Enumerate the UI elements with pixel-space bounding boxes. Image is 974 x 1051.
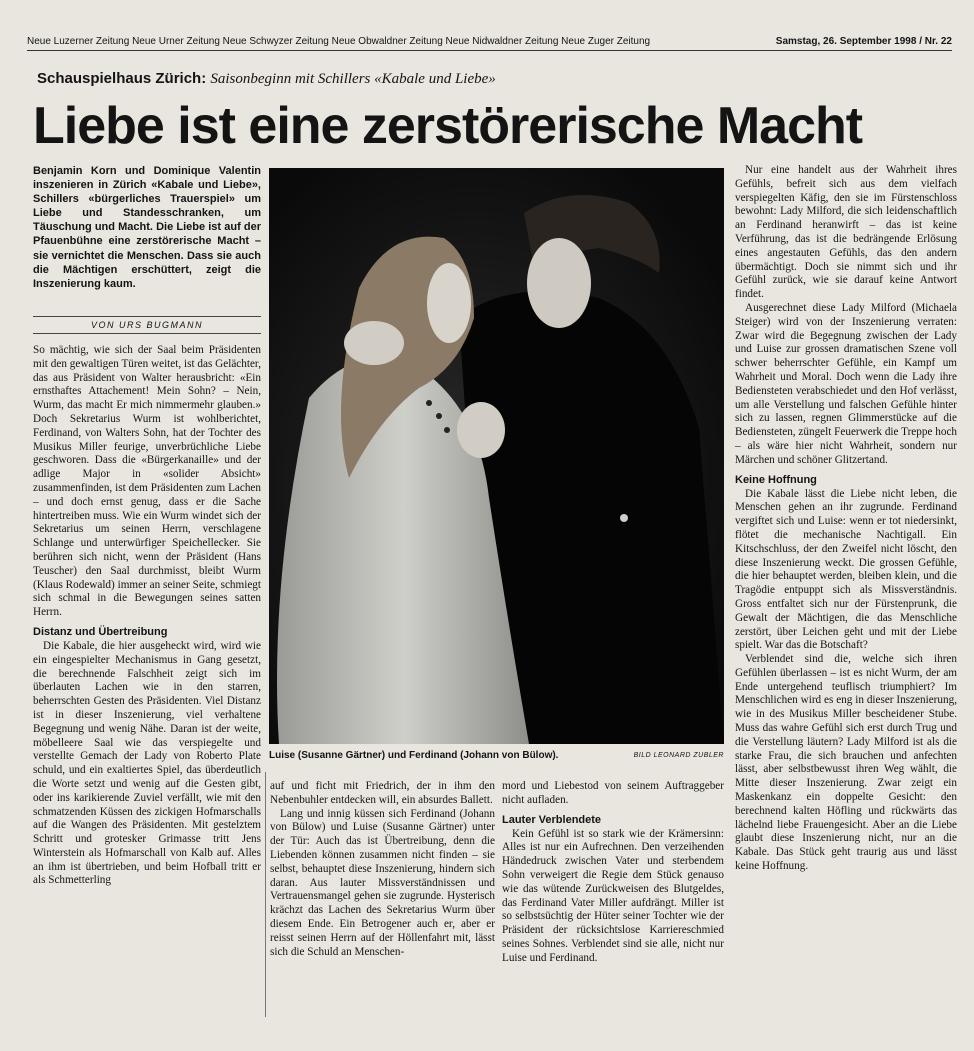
column-1 [33,344,261,1034]
article-headline: Liebe ist eine zerstörerische Macht [33,97,863,155]
article-lead: Benjamin Korn und Dominique Valentin inszenieren in Zürich «Kabale und Liebe», Schillers «bürgerliches Trauerspiel» um Liebe und Standesschranken, um Täuschung und Macht. Die Liebe ist auf der Pfauenbühne eine zerstörerische Macht – sie vernichtet die Menschen. Dass sie auch die Mächtigen erschüttert, zeigt die Inszenierung kaum. [33,165,261,290]
article-photo [269,168,724,744]
col4-subheading: Keine Hoffnung [735,473,817,486]
photo-caption-row [269,750,724,761]
col4-paragraph-1: Nur eine handelt aus der Wahrheit ihres Gefühls, befreit sich aus dem vielfach verspiegelten Käfig, den sie im Fürstenschloss bewohnt: Lady Milford, die sich leidenschaftlich an Ferdinand heranwirft – das ist keine Verführung, das ist die bedrängende Erlösung eines angestauten Gefühls, das den andern übermächtigt. Doch sie nimmt sich und ihr Gefühl zurück, wie sie darauf keine Antwort findet. [735,164,957,301]
kicker-place: Schauspielhaus Zürich: [37,70,207,87]
column-3 [502,780,724,1020]
col3-paragraph-1: mord und Liebestod von seinem Auftraggeber nicht aufladen. [502,780,724,806]
col1-paragraph-1: So mächtig, wie sich der Saal beim Präsidenten mit den gewaltigen Türen weitet, ist das Gelächter, das aus Präsident von Walter herausbricht: «Ein ernsthaftes Attachement! Mein Sohn? – Nein, Wurm, das macht Er mich nimmermehr glauben.» Doch Sekretarius Wurm ist wohlberichtet, Ferdinand, von Walters Sohn, hat der Tochter des Musikus Miller feurige, unverbrüchliche Liebe geschworen. Dass die «Bürgerkanaille» und der adlige Major in «solider Absicht» zusammenfinden, ist dem Präsidenten zum Lachen – und doch ernst genug, dass er die Sache hintertreiben muss. Wie ein Wurm windet sich der Sekretarius um seinen Herrn, verschlagene Schlange und unterwürfiger Speichellecker. Sie berühren sich nicht, wenn der Präsident (Hans Teuscher) den Saal durchmisst, bleibt Wurm (Klaus Rodewald) immer an seiner Seite, schmiegt sich schmal in die Bewegungen seines satten Herrn. [33,344,261,619]
kicker-subtitle: Saisonbeginn mit Schillers «Kabale und Liebe» [210,71,496,87]
col4-paragraph-3: Die Kabale lässt die Liebe nicht leben, die Menschen gehen an ihr zugrunde. Ferdinand vergiftet sich und Luise: wenn er tot niedersinkt, flötet die mechanische Nachtigall. Ein Kitschschluss, der den Zweifel nicht löscht, den diese Inszenierung weckt. Die grossen Gefühle, die hier behauptet werden, bleiben klein, und die Tragödie entpuppt sich als Missverständnis. Gross entfaltet sich nur der Fürstenprunk, die Gewalt der Mächtigen, die das Menschliche zerstört, über Leichen geht und mit der Liebe spielt. War das die Botschaft? [735,487,957,652]
article-kicker [37,70,737,88]
col3-subheading: Lauter Verblendete [502,813,602,826]
col1-paragraph-2: Die Kabale, die hier ausgeheckt wird, wird wie ein eingespielter Mechanismus in Gang gesetzt, die berechnende Falschheit zeigt sich im überlauten Lachen wie in den starren, beherrschten Gesten des Präsidenten. Viel Distanz ist in dieser Inszenierung, viel verhaltene Begegnung und wenig Nähe. Daran ist der weite, möbelleere Saal wie das verspiegelte und verstellte Gemach der Lady von Roberto Plate schuld, und ein exaltiertes Spiel, das überdeutlich die Worte setzt und wenig auf die Gesten gibt, oder ins karikierende Zuviel verfällt, wie mit den schmatzenden Küssen des zickigen Hofmarschalls auf die Wangen des Präsidenten. Mit gestelztem Schritt und grotesker Grimasse tritt Jens Winterstein als Hofmarschall von Kalb auf. Alles an ihm ist übertrieben, und beim Hofball tritt er als Schmetterling [33,639,261,887]
column-divider [265,772,266,1017]
col4-paragraph-2: Ausgerechnet diese Lady Milford (Michaela Steiger) wird von der Inszenierung verraten: Zwar wird die Begegnung zwischen der Lady und Luise zur grossen dramatischen Szene voll schwer beherrschter Gefühle, ein Kampf um Wahrheit und Moral. Doch wenn die Lady ihre Bediensteten verabschiedet und den Hof verlässt, um alle Verstellung und falschen Gefühle hinter sich zu lassen, regnen Glimmerstücke auf die Bediensteten, züngelt Feuerwerk die Treppe hoch – als wäre hier nicht Wahrheit, sondern nur Märchen und schöner Glitzertand. [735,301,957,466]
photo-caption: Luise (Susanne Gärtner) und Ferdinand (Johann von Bülow). [269,750,559,761]
col2-paragraph-2: Lang und innig küssen sich Ferdinand (Johann von Bülow) und Luise (Susanne Gärtner) unter der Tür: Auch das ist Übertreibung, denn die Liebenden können zusammen nicht finden – sie selbst, behauptet diese Inszenierung, hindern sich daran. Aus lauter Missverständnissen und Vertrauensmangel gehen sie zugrunde. Hysterisch krächzt das Lachen des Sekretarius Wurm über diesem Ende. Ein Betrogener auch er, aber er reisst seinen Herrn auf der Höllenfahrt mit, lässt sich die Schuld an Menschen- [270,807,495,958]
column-2 [270,780,495,1020]
masthead-papers: Neue Luzerner Zeitung Neue Urner Zeitung Neue Schwyzer Zeitung Neue Obwaldner Zeitung Neue Nidwaldner Zeitung Neue Zuger Zeitung [27,36,651,47]
masthead-date: Samstag, 26. September 1998 / Nr. 22 [775,36,952,47]
photo-credit: BILD LEONARD ZUBLER [633,752,724,759]
col4-paragraph-4: Verblendet sind die, welche sich ihren Gefühlen überlassen – ist es nicht Wurm, der am Ende untergehend teuflisch triumphiert? Im Menschlichen wird es eng in dieser Inszenierung, wie in des Musikus Miller bescheidener Stube. Muss das wahre Gefühl sich erst durch Trug und die Verstellung läutern? Lady Milford ist als die starke Frau, die sich brauchen und anfechten lässt, aber selbstbewusst ihren Weg wählt, die Mitte dieser Inszenierung. Zwar zeigt ein Maskenkanz ein doppelte Gesicht: den berechnend kalten Höfling und rückwärts das lächelnd liebe Frauengesicht. Aber an die Liebe glaubt diese Inszenierung nicht, nur an die Kabale. Das Stück geht traurig aus und lässt keine Hoffnung. [735,653,957,873]
photo-illustration [269,168,724,744]
col3-paragraph-2: Kein Gefühl ist so stark wie der Krämersinn: Alles ist nur ein Aufrechnen. Den verzeihenden Händedruck zwischen Vater und sterbendem Sohn verweigert die Regie dem Stück genauso wie das wütende Zurückweisen des Blutgeldes, das Ferdinand Vater Miller aufdrängt. Miller ist so selbstsüchtig der Hüter seiner Tochter wie der Präsident der rücksichtslose Karriereschmied seines Sohnes. Verblendet sind sie alle, nicht nur Luise und Ferdinand. [502,827,724,964]
article-byline: VON URS BUGMANN [33,316,261,334]
masthead-bar [27,36,952,51]
column-4 [735,164,957,1024]
col2-paragraph-1: auf und ficht mit Friedrich, der in ihm den Nebenbuhler entdecken will, ein absurdes Ballett. [270,780,495,806]
col1-subheading: Distanz und Übertreibung [33,625,168,638]
